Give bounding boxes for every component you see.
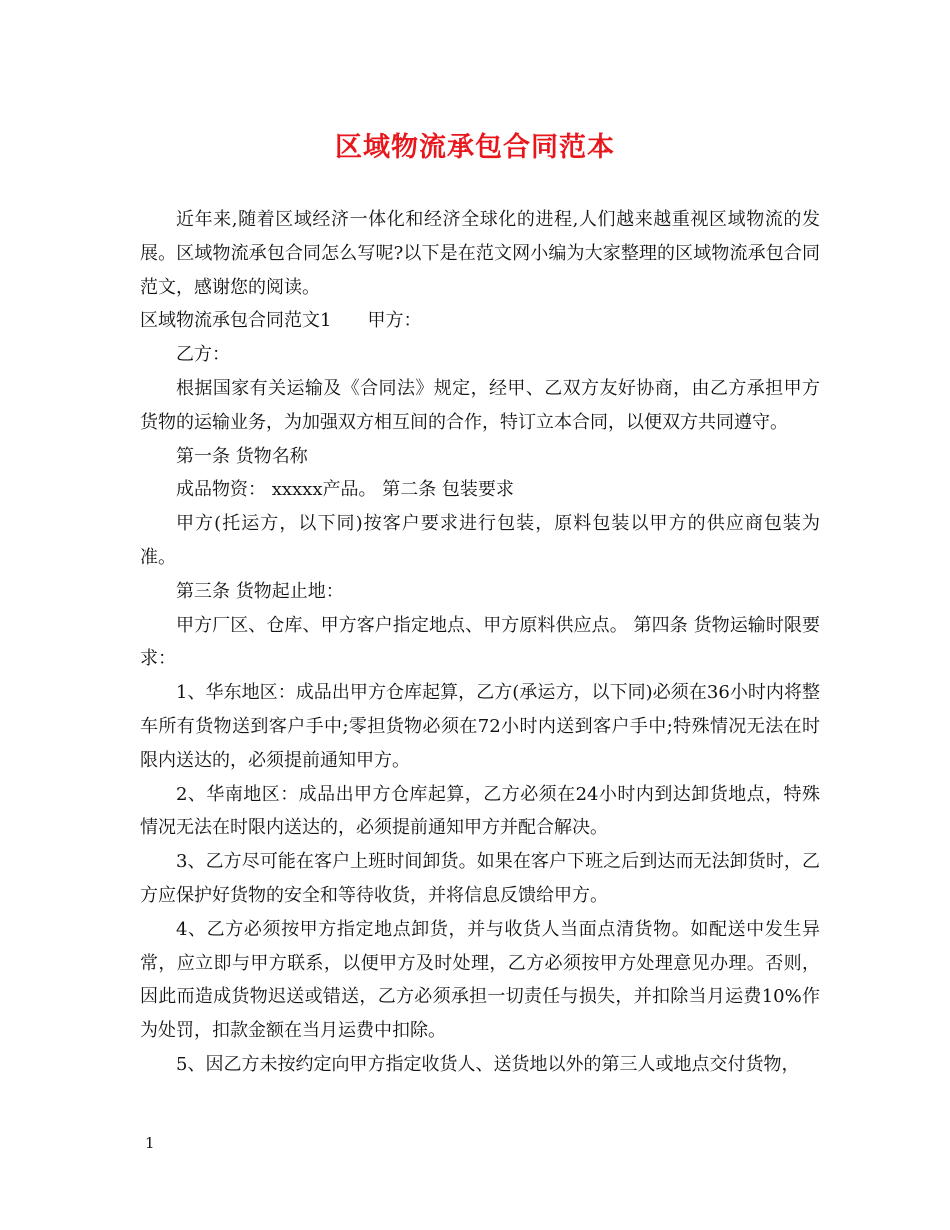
paragraph-article-1: 第一条 货物名称	[176, 445, 308, 467]
paragraph-delivery-location: 4、乙方必须按甲方指定地点卸货，并与收货人当面点清货物。如配送中发生异常，应立即与甲方联系，以便甲方及时处理，乙方必须按甲方处理意见办理。否则，因此而造成货物迟送或错送，乙方必须承担一切责任与损失，并扣除当月运费10%作为处罚，扣款金额在当月运费中扣除。	[140, 918, 820, 1042]
paragraph-party-b: 乙方：	[176, 344, 230, 366]
paragraph-goods: 成品物资： xxxxx产品。 第二条 包装要求	[176, 479, 514, 501]
paragraph-unloading-time: 3、乙方尽可能在客户上班时间卸货。如果在客户下班之后到达而无法卸货时，乙方应保护好货物的安全和等待收货，并将信息反馈给甲方。	[140, 851, 820, 906]
paragraph-east-china: 1、华东地区：成品出甲方仓库起算，乙方(承运方，以下同)必须在36小时内将整车所有货物送到客户手中;零担货物必须在72小时内送到客户手中;特殊情况无法在时限内送达的，必须提前通知甲方。	[140, 682, 820, 771]
paragraph-locations: 甲方厂区、仓库、甲方客户指定地点、甲方原料供应点。 第四条 货物运输时限要求：	[140, 614, 820, 670]
paragraph-preamble: 根据国家有关运输及《合同法》规定，经甲、乙双方友好协商，由乙方承担甲方货物的运输业务，为加强双方相互间的合作，特订立本合同，以便双方共同遵守。	[140, 377, 820, 433]
paragraph-article-3: 第三条 货物起止地：	[176, 580, 344, 602]
document-title: 区域物流承包合同范本	[335, 132, 615, 163]
paragraph-intro: 近年来,随着区域经济一体化和经济全球化的进程,人们越来越重视区域物流的发展。区域物流承包合同怎么写呢?以下是在范文网小编为大家整理的区域物流承包合同范文，感谢您的阅读。	[140, 209, 820, 298]
paragraph-packaging: 甲方(托运方，以下同)按客户要求进行包装，原料包装以甲方的供应商包装为准。	[140, 513, 820, 568]
page-number: 1	[145, 1134, 155, 1152]
document-body	[140, 203, 820, 1082]
paragraph-south-china: 2、华南地区：成品出甲方仓库起算，乙方必须在24小时内到达卸货地点，特殊情况无法在时限内送达的，必须提前通知甲方并配合解决。	[140, 783, 820, 839]
paragraph-contract-heading: 区域物流承包合同范文1 甲方：	[140, 310, 422, 332]
paragraph-third-party-delivery: 5、因乙方未按约定向甲方指定收货人、送货地以外的第三人或地点交付货物，	[176, 1053, 800, 1075]
